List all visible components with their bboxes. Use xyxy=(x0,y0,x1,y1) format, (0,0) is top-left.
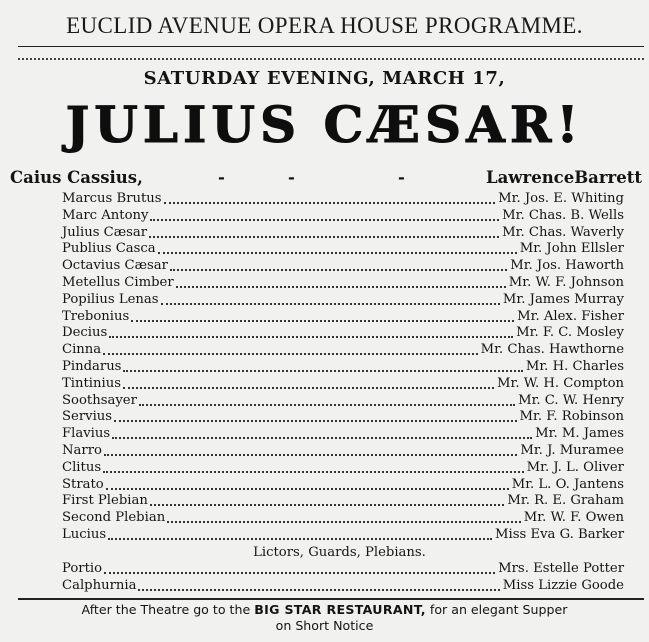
dot-leader xyxy=(150,219,499,221)
cast-row xyxy=(0,527,649,544)
cast-row xyxy=(0,309,649,326)
cast-row xyxy=(0,426,649,443)
dot-leader xyxy=(131,320,514,322)
cast-row xyxy=(0,493,649,510)
lead-dash: - xyxy=(288,168,295,187)
dot-leader xyxy=(112,437,532,439)
actor-name: Mr. L. O. Jantens xyxy=(511,476,624,492)
dot-leader xyxy=(103,353,478,355)
cast-row xyxy=(0,510,649,527)
ensemble-note: Lictors, Guards, Plebians. xyxy=(253,544,426,560)
cast-row xyxy=(0,292,649,309)
character-name: Trebonius xyxy=(62,308,130,324)
character-name: Tintinius xyxy=(62,375,121,391)
cast-row xyxy=(0,359,649,376)
character-name: Decius xyxy=(62,325,108,341)
cast-row xyxy=(0,225,649,242)
cast-row xyxy=(0,460,649,477)
dotted-divider xyxy=(18,58,644,60)
actor-name: Mr. James Murray xyxy=(502,291,624,307)
character-name: Flavius xyxy=(62,426,111,442)
dot-leader xyxy=(114,420,517,422)
actor-name: Mr. Chas. Waverly xyxy=(502,224,624,240)
lead-role: Caius Cassius, xyxy=(10,168,143,187)
dot-leader xyxy=(103,471,524,473)
cast-row xyxy=(0,409,649,426)
actor-name: Mr. Jos. Haworth xyxy=(510,258,624,274)
character-name: Octavius Cæsar xyxy=(62,258,168,274)
actor-name: Mrs. Estelle Potter xyxy=(498,560,624,576)
actor-name: Mr. M. James xyxy=(535,426,624,442)
cast-row xyxy=(0,208,649,225)
dot-leader xyxy=(104,572,495,574)
cast-row xyxy=(0,258,649,275)
character-name: Soothsayer xyxy=(62,392,137,408)
character-name: Narro xyxy=(62,442,102,458)
character-name: Lucius xyxy=(62,526,107,542)
actor-name: Mr. Chas. B. Wells xyxy=(502,207,624,223)
dot-leader xyxy=(164,202,495,204)
actor-name: Mr. W. F. Owen xyxy=(523,510,624,526)
character-name: Clitus xyxy=(62,459,102,475)
actor-name: Mr. John Ellsler xyxy=(519,241,624,257)
character-name: First Plebian xyxy=(62,493,148,509)
lead-actor: LawrenceBarrett xyxy=(486,168,642,187)
dot-leader xyxy=(108,538,492,540)
cast-row xyxy=(0,325,649,342)
dot-leader xyxy=(158,252,517,254)
dot-leader xyxy=(139,404,515,406)
cast-row xyxy=(0,191,649,208)
actor-name: Mr. J. L. Oliver xyxy=(526,459,624,475)
character-name: Portio xyxy=(62,560,103,576)
dot-leader xyxy=(109,336,513,338)
restaurant-name: BIG STAR RESTAURANT, xyxy=(254,602,426,617)
dot-leader xyxy=(123,370,523,372)
cast-list xyxy=(0,191,649,594)
cast-row xyxy=(0,275,649,292)
actor-name: Mr. Alex. Fisher xyxy=(517,308,624,324)
dot-leader xyxy=(167,521,521,523)
character-name: Second Plebian xyxy=(62,510,166,526)
dot-leader xyxy=(138,589,500,591)
cast-row xyxy=(0,393,649,410)
performance-date: SATURDAY EVENING, MARCH 17, xyxy=(143,68,506,89)
character-name: Marc Antony xyxy=(62,207,149,223)
dot-leader xyxy=(170,269,507,271)
actor-name: Miss Lizzie Goode xyxy=(502,577,624,593)
character-name: Calphurnia xyxy=(62,577,137,593)
cast-row xyxy=(0,241,649,258)
cast-row xyxy=(0,477,649,494)
character-name: Cinna xyxy=(62,342,102,358)
actor-name: Mr. C. W. Henry xyxy=(518,392,624,408)
character-name: Julius Cæsar xyxy=(62,224,148,240)
actor-name: Mr. J. Muramee xyxy=(520,442,624,458)
actor-name: Mr. W. F. Johnson xyxy=(508,274,624,290)
dot-leader xyxy=(104,454,517,456)
character-name: Pindarus xyxy=(62,358,122,374)
actor-name: Miss Eva G. Barker xyxy=(495,526,624,542)
actor-name: Mr. H. Charles xyxy=(525,358,624,374)
play-title: JULIUS CÆSAR! xyxy=(65,95,584,154)
advertisement xyxy=(0,602,649,634)
dot-leader xyxy=(149,236,499,238)
dot-leader xyxy=(150,504,504,506)
lead-dash: - xyxy=(218,168,225,187)
masthead-rule xyxy=(18,46,644,47)
dot-leader xyxy=(161,303,500,305)
actor-name: Mr. F. Robinson xyxy=(519,409,624,425)
actor-name: Mr. Chas. Hawthorne xyxy=(480,342,624,358)
actor-name: Mr. F. C. Mosley xyxy=(516,325,624,341)
character-name: Marcus Brutus xyxy=(62,191,162,206)
cast-row xyxy=(0,561,649,578)
character-name: Strato xyxy=(62,476,104,492)
actor-name: Mr. W. H. Compton xyxy=(497,375,624,391)
character-name: Servius xyxy=(62,409,113,425)
ad-tail-text: for an elegant Supper xyxy=(429,602,568,617)
cast-row xyxy=(0,342,649,359)
character-name: Popilius Lenas xyxy=(62,291,159,307)
dot-leader xyxy=(106,488,509,490)
character-name: Publius Casca xyxy=(62,241,156,257)
masthead: EUCLID AVENUE OPERA HOUSE PROGRAMME. xyxy=(66,13,583,38)
actor-name: Mr. R. E. Graham xyxy=(507,493,624,509)
advertisement-line-2: on Short Notice xyxy=(275,618,374,633)
dot-leader xyxy=(176,286,506,288)
advertisement-line-1 xyxy=(0,602,649,618)
cast-row xyxy=(0,376,649,393)
lead-cast-row xyxy=(10,166,642,192)
lead-dash: - xyxy=(398,168,405,187)
cast-row xyxy=(0,443,649,460)
cast-row xyxy=(0,578,649,595)
character-name: Metellus Cimber xyxy=(62,274,174,290)
footer-rule xyxy=(18,598,644,600)
actor-name: Mr. Jos. E. Whiting xyxy=(498,191,624,206)
ad-lead-text: After the Theatre go to the xyxy=(81,602,251,617)
dot-leader xyxy=(123,387,494,389)
